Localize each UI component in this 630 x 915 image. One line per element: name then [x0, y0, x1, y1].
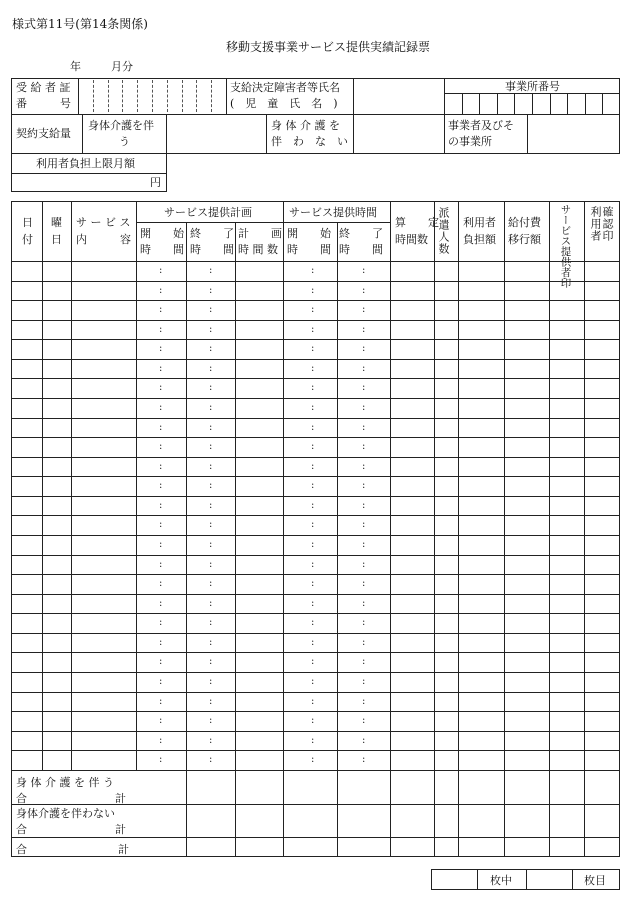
- time-colon: :: [311, 519, 315, 531]
- col-date: 日: [22, 216, 33, 229]
- with-care-label-2: う: [119, 135, 130, 148]
- row-rule: [11, 515, 620, 516]
- office-no-label: 事業所番号: [505, 80, 560, 93]
- time-colon: :: [362, 754, 366, 766]
- form-label: 様式第11号(第14条関係): [12, 17, 148, 31]
- digit-separator: [152, 80, 153, 112]
- time-colon: :: [209, 323, 213, 335]
- total-rule: [11, 837, 620, 838]
- time-colon: :: [209, 460, 213, 472]
- time-colon: :: [311, 284, 315, 296]
- time-colon: :: [311, 695, 315, 707]
- time-colon: :: [209, 656, 213, 668]
- row-rule: [11, 476, 620, 477]
- row-rule: [11, 594, 620, 595]
- provider-label: 事業者及びそ: [448, 119, 514, 132]
- row-rule: [11, 418, 620, 419]
- time-colon: :: [362, 617, 366, 629]
- row-rule: [11, 652, 620, 653]
- row-rule: [11, 535, 620, 536]
- col-weekday-2: 日: [51, 233, 62, 246]
- col-user-burden-2: 負担額: [463, 233, 496, 246]
- row-rule: [11, 731, 620, 732]
- recipient-no-label-2: 番 号: [16, 97, 71, 110]
- time-colon: :: [159, 382, 163, 394]
- year-label: 年: [70, 60, 81, 73]
- time-colon: :: [159, 304, 163, 316]
- digit-separator: [167, 80, 168, 112]
- time-colon: :: [159, 695, 163, 707]
- col-service: サ ー ビ ス: [76, 216, 131, 229]
- contract-label: 契約支給量: [16, 127, 71, 140]
- time-colon: :: [362, 499, 366, 511]
- time-colon: :: [311, 401, 315, 413]
- time-colon: :: [311, 675, 315, 687]
- row-rule: [11, 378, 620, 379]
- time-colon: :: [311, 304, 315, 316]
- time-colon: :: [362, 734, 366, 746]
- time-colon: :: [209, 362, 213, 374]
- time-colon: :: [159, 460, 163, 472]
- time-colon: :: [311, 715, 315, 727]
- time-colon: :: [209, 695, 213, 707]
- recipient-no-label: 受 給 者 証: [16, 81, 71, 94]
- row-rule: [11, 633, 620, 634]
- office-digit-separator: [550, 93, 551, 114]
- column-rule: [71, 201, 72, 770]
- row-rule: [11, 555, 620, 556]
- office-digit-separator: [567, 93, 568, 114]
- row-rule: [11, 281, 620, 282]
- time-colon: :: [159, 401, 163, 413]
- time-colon: :: [159, 421, 163, 433]
- time-colon: :: [311, 499, 315, 511]
- time-colon: :: [159, 323, 163, 335]
- col-user-confirm: 利用者: [589, 206, 602, 242]
- time-colon: :: [159, 675, 163, 687]
- time-colon: :: [159, 636, 163, 648]
- time-colon: :: [209, 597, 213, 609]
- time-colon: :: [362, 636, 366, 648]
- time-colon: :: [311, 362, 315, 374]
- header-rule: [11, 261, 620, 262]
- time-colon: :: [159, 617, 163, 629]
- time-colon: :: [311, 441, 315, 453]
- col-dispatch: 派遣人数: [437, 207, 450, 255]
- time-colon: :: [209, 538, 213, 550]
- time-colon: :: [362, 401, 366, 413]
- time-colon: :: [362, 597, 366, 609]
- time-colon: :: [311, 265, 315, 276]
- time-colon: :: [362, 323, 366, 335]
- col-actual-end-2: 時 間: [339, 243, 383, 256]
- time-colon: :: [362, 695, 366, 707]
- digit-separator: [182, 80, 183, 112]
- time-colon: :: [311, 343, 315, 355]
- col-plan-hours: 計 画: [238, 227, 282, 240]
- time-colon: :: [159, 499, 163, 511]
- time-colon: :: [159, 656, 163, 668]
- time-colon: :: [311, 538, 315, 550]
- row-rule: [11, 339, 620, 340]
- column-rule: [42, 201, 43, 770]
- time-colon: :: [362, 538, 366, 550]
- time-colon: :: [362, 656, 366, 668]
- time-colon: :: [159, 362, 163, 374]
- name-label: 支給決定障害者等氏名: [230, 81, 340, 94]
- header-rule: [136, 222, 390, 223]
- time-colon: :: [311, 480, 315, 492]
- col-calc-hours-2: 時間数: [395, 233, 428, 246]
- col-plan-hours-2: 時 間 数: [238, 243, 278, 256]
- time-colon: :: [209, 519, 213, 531]
- digit-separator: [122, 80, 123, 112]
- time-colon: :: [362, 715, 366, 727]
- row-rule: [11, 359, 620, 360]
- time-colon: :: [311, 460, 315, 472]
- row-rule: [11, 437, 620, 438]
- time-colon: :: [159, 480, 163, 492]
- office-digit-separator: [479, 93, 480, 114]
- time-colon: :: [159, 734, 163, 746]
- time-colon: :: [209, 754, 213, 766]
- row-rule: [11, 457, 620, 458]
- col-plan-end-2: 時 間: [190, 243, 234, 256]
- time-colon: :: [209, 284, 213, 296]
- total-without-care-2: 合 計: [16, 823, 126, 836]
- row-rule: [11, 613, 620, 614]
- total-without-care: 身体介護を伴わない: [16, 807, 115, 820]
- col-plan-start: 開 始: [140, 227, 184, 240]
- time-colon: :: [209, 617, 213, 629]
- page-title: 移動支援事業サービス提供実績記録票: [226, 40, 431, 54]
- row-rule: [11, 750, 620, 751]
- grand-total-2: 計: [118, 843, 129, 856]
- time-colon: :: [159, 538, 163, 550]
- time-colon: :: [362, 675, 366, 687]
- digit-separator: [108, 80, 109, 112]
- time-colon: :: [362, 441, 366, 453]
- row-rule: [11, 300, 620, 301]
- time-colon: :: [209, 480, 213, 492]
- col-plan-group: サービス提供計画: [164, 206, 252, 219]
- column-rule: [337, 222, 338, 857]
- time-colon: :: [209, 558, 213, 570]
- time-colon: :: [362, 519, 366, 531]
- time-colon: :: [159, 597, 163, 609]
- row-rule: [11, 398, 620, 399]
- time-colon: :: [159, 715, 163, 727]
- digit-separator: [137, 80, 138, 112]
- time-colon: :: [209, 734, 213, 746]
- limit-label: 利用者負担上限月額: [36, 157, 135, 170]
- child-name-label: ( 児 童 氏 名 ): [230, 97, 338, 110]
- time-colon: :: [311, 421, 315, 433]
- column-rule: [136, 201, 137, 770]
- time-colon: :: [159, 578, 163, 590]
- time-colon: :: [159, 343, 163, 355]
- time-colon: :: [159, 519, 163, 531]
- without-care-label-2: 伴 わ な い: [271, 135, 348, 148]
- time-colon: :: [311, 617, 315, 629]
- time-colon: :: [209, 265, 213, 276]
- office-digit-separator: [585, 93, 586, 114]
- office-digit-separator: [462, 93, 463, 114]
- sheet-no-label: 枚目: [584, 874, 606, 887]
- column-rule: [235, 222, 236, 857]
- col-weekday: 曜: [51, 216, 62, 229]
- time-colon: :: [362, 343, 366, 355]
- office-digit-separator: [532, 93, 533, 114]
- col-actual-start-2: 時 間: [287, 243, 331, 256]
- time-colon: :: [311, 578, 315, 590]
- provider-label-2: の事業所: [448, 135, 492, 148]
- row-rule: [11, 692, 620, 693]
- time-colon: :: [209, 499, 213, 511]
- total-with-care: 身 体 介 護 を 伴 う: [16, 776, 114, 789]
- time-colon: :: [311, 382, 315, 394]
- time-colon: :: [362, 480, 366, 492]
- time-colon: :: [311, 597, 315, 609]
- without-care-label: 身 体 介 護 を: [271, 119, 340, 132]
- col-service-2: 内 容: [76, 233, 131, 246]
- time-colon: :: [159, 754, 163, 766]
- digit-separator: [93, 80, 94, 112]
- office-digit-separator: [497, 93, 498, 114]
- time-colon: :: [362, 304, 366, 316]
- time-colon: :: [209, 578, 213, 590]
- office-digit-separator: [514, 93, 515, 114]
- col-actual-start: 開 始: [287, 227, 331, 240]
- col-actual-group: サービス提供時間: [289, 206, 377, 219]
- digit-separator: [196, 80, 197, 112]
- row-rule: [11, 711, 620, 712]
- time-colon: :: [311, 558, 315, 570]
- row-rule: [11, 574, 620, 575]
- time-colon: :: [362, 558, 366, 570]
- col-user-burden: 利用者: [463, 216, 496, 229]
- time-colon: :: [209, 382, 213, 394]
- time-colon: :: [362, 578, 366, 590]
- row-rule: [11, 672, 620, 673]
- row-rule: [11, 320, 620, 321]
- col-plan-start-2: 時 間: [140, 243, 184, 256]
- time-colon: :: [209, 401, 213, 413]
- time-colon: :: [362, 382, 366, 394]
- column-rule: [186, 222, 187, 857]
- col-user-confirm-2: 確認印: [601, 206, 614, 242]
- time-colon: :: [362, 265, 366, 276]
- time-colon: :: [209, 636, 213, 648]
- time-colon: :: [362, 421, 366, 433]
- total-with-care-2: 合 計: [16, 792, 126, 805]
- sheets-total-label: 枚中: [490, 874, 512, 887]
- col-benefit-2: 移行額: [508, 233, 541, 246]
- time-colon: :: [311, 656, 315, 668]
- row-rule: [11, 770, 620, 771]
- time-colon: :: [311, 636, 315, 648]
- col-benefit: 給付費: [508, 216, 541, 229]
- time-colon: :: [311, 754, 315, 766]
- yen-label: 円: [150, 176, 161, 189]
- time-colon: :: [159, 284, 163, 296]
- digit-separator: [211, 80, 212, 112]
- month-label: 月分: [111, 60, 133, 73]
- time-colon: :: [209, 441, 213, 453]
- time-colon: :: [311, 734, 315, 746]
- time-colon: :: [159, 441, 163, 453]
- col-provider-seal: サービス提供者印: [559, 204, 572, 288]
- col-calc-hours: 算 定: [395, 216, 439, 229]
- grand-total: 合: [16, 843, 27, 856]
- with-care-label: 身体介護を伴: [88, 119, 154, 132]
- time-colon: :: [209, 421, 213, 433]
- time-colon: :: [362, 460, 366, 472]
- time-colon: :: [159, 265, 163, 276]
- time-colon: :: [311, 323, 315, 335]
- time-colon: :: [362, 362, 366, 374]
- col-date-2: 付: [22, 233, 33, 246]
- office-digit-separator: [602, 93, 603, 114]
- time-colon: :: [362, 284, 366, 296]
- col-plan-end: 終 了: [190, 227, 234, 240]
- time-colon: :: [209, 343, 213, 355]
- row-rule: [11, 496, 620, 497]
- time-colon: :: [209, 715, 213, 727]
- time-colon: :: [159, 558, 163, 570]
- time-colon: :: [209, 304, 213, 316]
- col-actual-end: 終 了: [339, 227, 383, 240]
- time-colon: :: [209, 675, 213, 687]
